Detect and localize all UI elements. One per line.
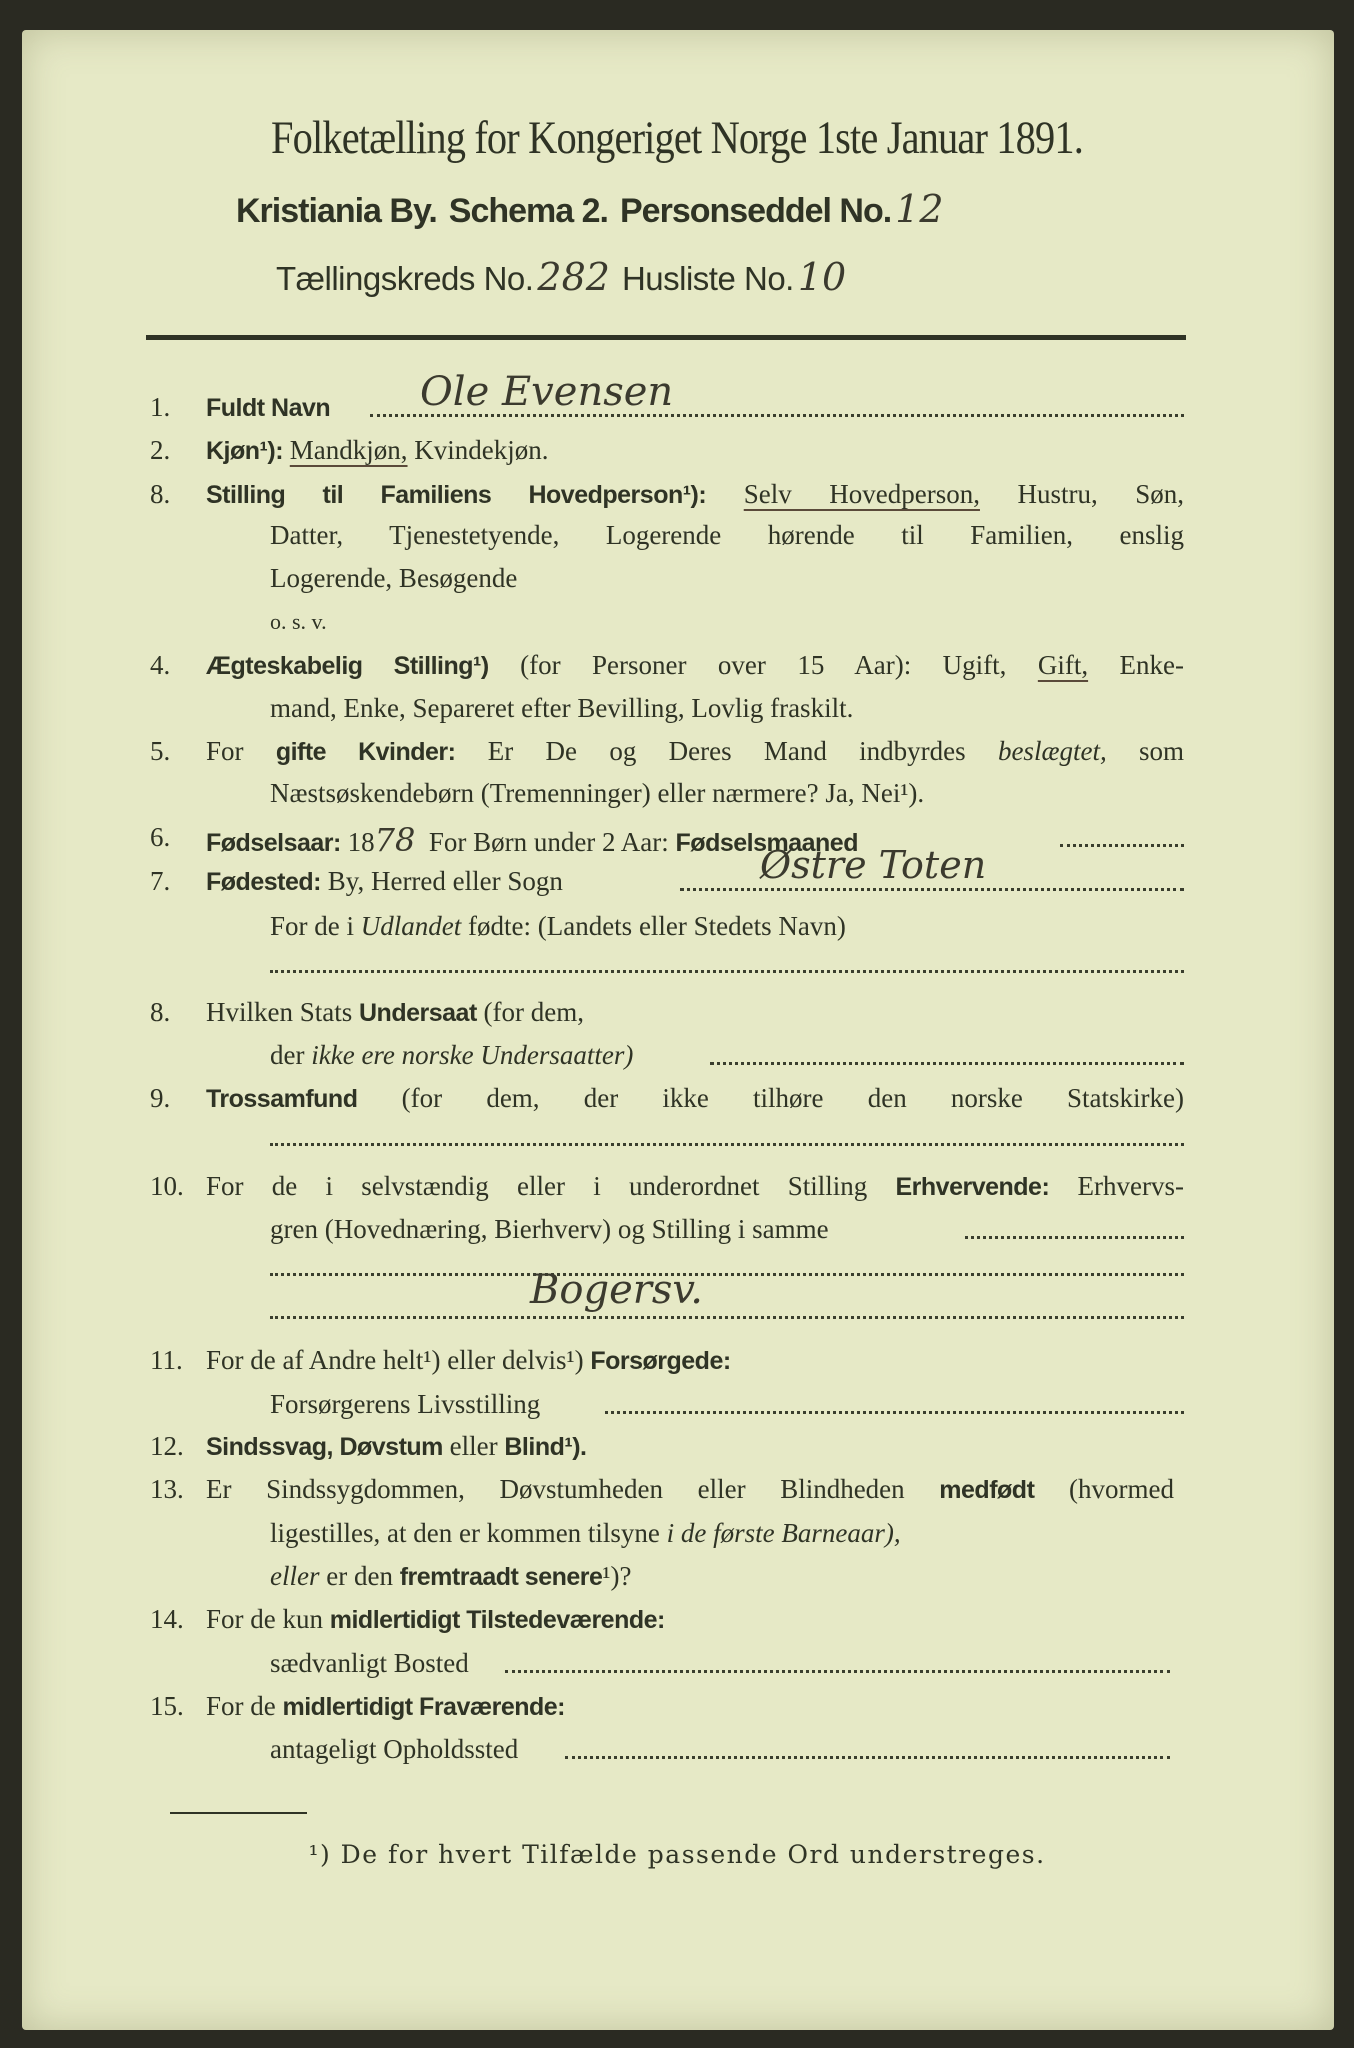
schema-label: Schema 2.: [448, 192, 608, 230]
q9-label: Trossamfund: [206, 1085, 358, 1113]
q13-label: medfødt: [939, 1476, 1035, 1504]
taellingskreds-label: Tællingskreds No.: [276, 260, 534, 297]
personseddel-number: 12: [895, 187, 944, 231]
q7-line2-a: For de i: [270, 911, 354, 941]
q13-row: [206, 1476, 1174, 1503]
q13-line2-a: ligestilles, at den er kommen tilsyne: [270, 1518, 660, 1548]
position-option-selected[interactable]: Selv Hovedperson,: [743, 479, 980, 509]
q10-line2: gren (Hovednæring, Bierhverv) og Stilling i samme: [270, 1214, 829, 1244]
q13-number: 13.: [150, 1474, 184, 1504]
q14-line2: sædvanligt Bosted: [270, 1648, 469, 1678]
q8-line2: [270, 1042, 633, 1069]
q5-line2: Næstsøskendebørn (Tremenninger) eller nærmere? Ja, Nei¹).: [270, 778, 925, 808]
city-label: Kristiania By.: [236, 192, 437, 230]
q11-row: [206, 1347, 731, 1374]
q14-row: [206, 1606, 665, 1633]
q11-label: Forsørgede:: [590, 1347, 731, 1375]
q13-line3-a: er den: [326, 1561, 393, 1591]
q8-row: [206, 999, 584, 1026]
q15-line2: antageligt Opholdssted: [270, 1734, 519, 1764]
footnote-divider: [170, 1812, 307, 1814]
q4-row: [206, 652, 1184, 679]
birthplace-value[interactable]: Østre Toten: [760, 843, 987, 887]
q7-row: [206, 868, 563, 895]
header-divider: [146, 335, 1186, 340]
form-subheader: [236, 187, 944, 231]
q13-line3-b: ¹)?: [602, 1561, 632, 1591]
q11-text: For de af Andre helt¹) eller delvis¹): [206, 1345, 584, 1375]
q12-row: [206, 1433, 586, 1460]
q9-number: 9.: [150, 1083, 171, 1113]
form-title: Folketælling for Kongeriget Norge 1ste Januar 1891.: [271, 112, 1083, 164]
q8-text2: (for dem,: [483, 997, 584, 1027]
q7-line2-b: fødte: (Landets eller Stedets Navn): [468, 911, 846, 941]
q7-number: 7.: [150, 866, 171, 896]
q11-number: 11.: [150, 1345, 183, 1375]
q4-text: (for Personer over 15 Aar): Ugift,: [520, 650, 1007, 680]
q5-label: gifte Kvinder:: [275, 738, 456, 766]
q14-label: midlertidigt Tilstedeværende:: [329, 1606, 665, 1634]
q2-number: 2.: [150, 435, 171, 465]
q14-text: For de kun: [206, 1604, 323, 1634]
occupation-value[interactable]: Bogersv.: [530, 1267, 703, 1313]
q13-line3-italic: eller: [270, 1561, 320, 1591]
q12-label: Sindssvag, Døvstum: [206, 1433, 443, 1461]
q3-line3: Logerende, Besøgende: [270, 563, 518, 593]
q13-line3-label: fremtraadt senere: [399, 1563, 603, 1591]
q5-pre: For: [206, 736, 244, 766]
q3-line4: o. s. v.: [270, 609, 327, 634]
q11-line2: Forsørgerens Livsstilling: [270, 1389, 541, 1419]
q5-number: 5.: [150, 736, 171, 766]
q3-label: Stilling til Familiens Hovedperson¹):: [206, 481, 707, 509]
q7-label: Fødested:: [206, 868, 321, 896]
taellingskreds-number: 282: [537, 255, 610, 299]
q4-label: Ægteskabelig Stilling¹): [206, 652, 489, 680]
q15-text: For de: [206, 1691, 276, 1721]
q10-number: 10.: [150, 1171, 184, 1201]
q6-text: For Børn under 2 Aar:: [428, 827, 669, 857]
q8-text: Hvilken Stats: [206, 997, 353, 1027]
q12-number: 12.: [150, 1431, 184, 1461]
q5-text2: som: [1139, 736, 1185, 766]
marital-option-selected[interactable]: Gift,: [1037, 650, 1089, 680]
q5-text: Er De og Deres Mand indbyrdes: [487, 736, 966, 766]
position-options: Hustru, Søn,: [1017, 479, 1185, 509]
q4-line2: mand, Enke, Separeret efter Bevilling, Lovlig fraskilt.: [270, 693, 854, 723]
q3-number: 8.: [150, 479, 171, 509]
personseddel-label: Personseddel No.: [620, 192, 892, 230]
q13-line2: [270, 1520, 901, 1547]
q8-line2-italic: ikke ere norske Undersaatter): [311, 1040, 634, 1070]
q8-number: 8.: [150, 997, 171, 1027]
q6-number: 6.: [150, 822, 171, 852]
q9-text: (for dem, der ikke tilhøre den norske Statskirke): [401, 1083, 1185, 1113]
q13-text2: (hvormed: [1069, 1474, 1174, 1504]
gender-option-male-selected[interactable]: Mandkjøn,: [289, 435, 408, 465]
q2-row: [206, 437, 549, 464]
husliste-number: 10: [797, 255, 847, 299]
q12-label2: Blind¹).: [504, 1433, 587, 1461]
q5-italic: beslægtet,: [997, 736, 1107, 766]
q4-number: 4.: [150, 650, 171, 680]
q9-row: [206, 1085, 1184, 1112]
footnote: ¹) De for hvert Tilfælde passende Ord understreges.: [308, 1840, 1046, 1869]
q15-row: [206, 1693, 565, 1720]
census-form-paper: [22, 30, 1334, 2030]
q4-text2: Enke-: [1119, 650, 1184, 680]
q6-label: Fødselsaar:: [206, 829, 341, 857]
q1-label: Fuldt Navn: [206, 394, 331, 422]
birth-year-value[interactable]: 78: [374, 821, 416, 859]
q7-line2: [270, 913, 846, 940]
q3-line2: Datter, Tjenestetyende, Logerende hørende til Familien, enslig: [270, 520, 1184, 550]
q14-number: 14.: [150, 1604, 184, 1634]
q13-line3: [270, 1563, 632, 1590]
q10-text2: Erhvervs-: [1077, 1171, 1185, 1201]
q5-row: [206, 738, 1184, 765]
q3-row: [206, 481, 1184, 508]
form-subheader-2: [276, 255, 847, 299]
q1-number: 1.: [150, 392, 171, 422]
q12-text: eller: [449, 1431, 498, 1461]
q15-label: midlertidigt Fraværende:: [282, 1693, 565, 1721]
q7-text: By, Herred eller Sogn: [327, 866, 563, 896]
q10-label: Erhvervende:: [895, 1173, 1050, 1201]
q13-text: Er Sindssygdommen, Døvstumheden eller Blindheden: [206, 1474, 905, 1504]
q8-line2-a: der: [270, 1040, 305, 1070]
husliste-label: Husliste No.: [621, 260, 794, 297]
q1-row: [206, 394, 330, 421]
q8-label: Undersaat: [359, 999, 477, 1027]
q15-number: 15.: [150, 1691, 184, 1721]
birth-year-prefix: 18: [347, 827, 375, 857]
q13-line2-italic: i de første Barneaar),: [666, 1518, 901, 1548]
gender-option-female[interactable]: Kvindekjøn.: [414, 435, 549, 465]
full-name-value[interactable]: Ole Evensen: [420, 369, 674, 415]
q10-row: [206, 1173, 1184, 1200]
q7-line2-italic: Udlandet: [360, 911, 462, 941]
q10-text: For de i selvstændig eller i underordnet Stilling: [206, 1171, 868, 1201]
q6-label2: Fødselsmaaned: [675, 829, 858, 857]
q2-label: Kjøn¹):: [206, 437, 284, 465]
